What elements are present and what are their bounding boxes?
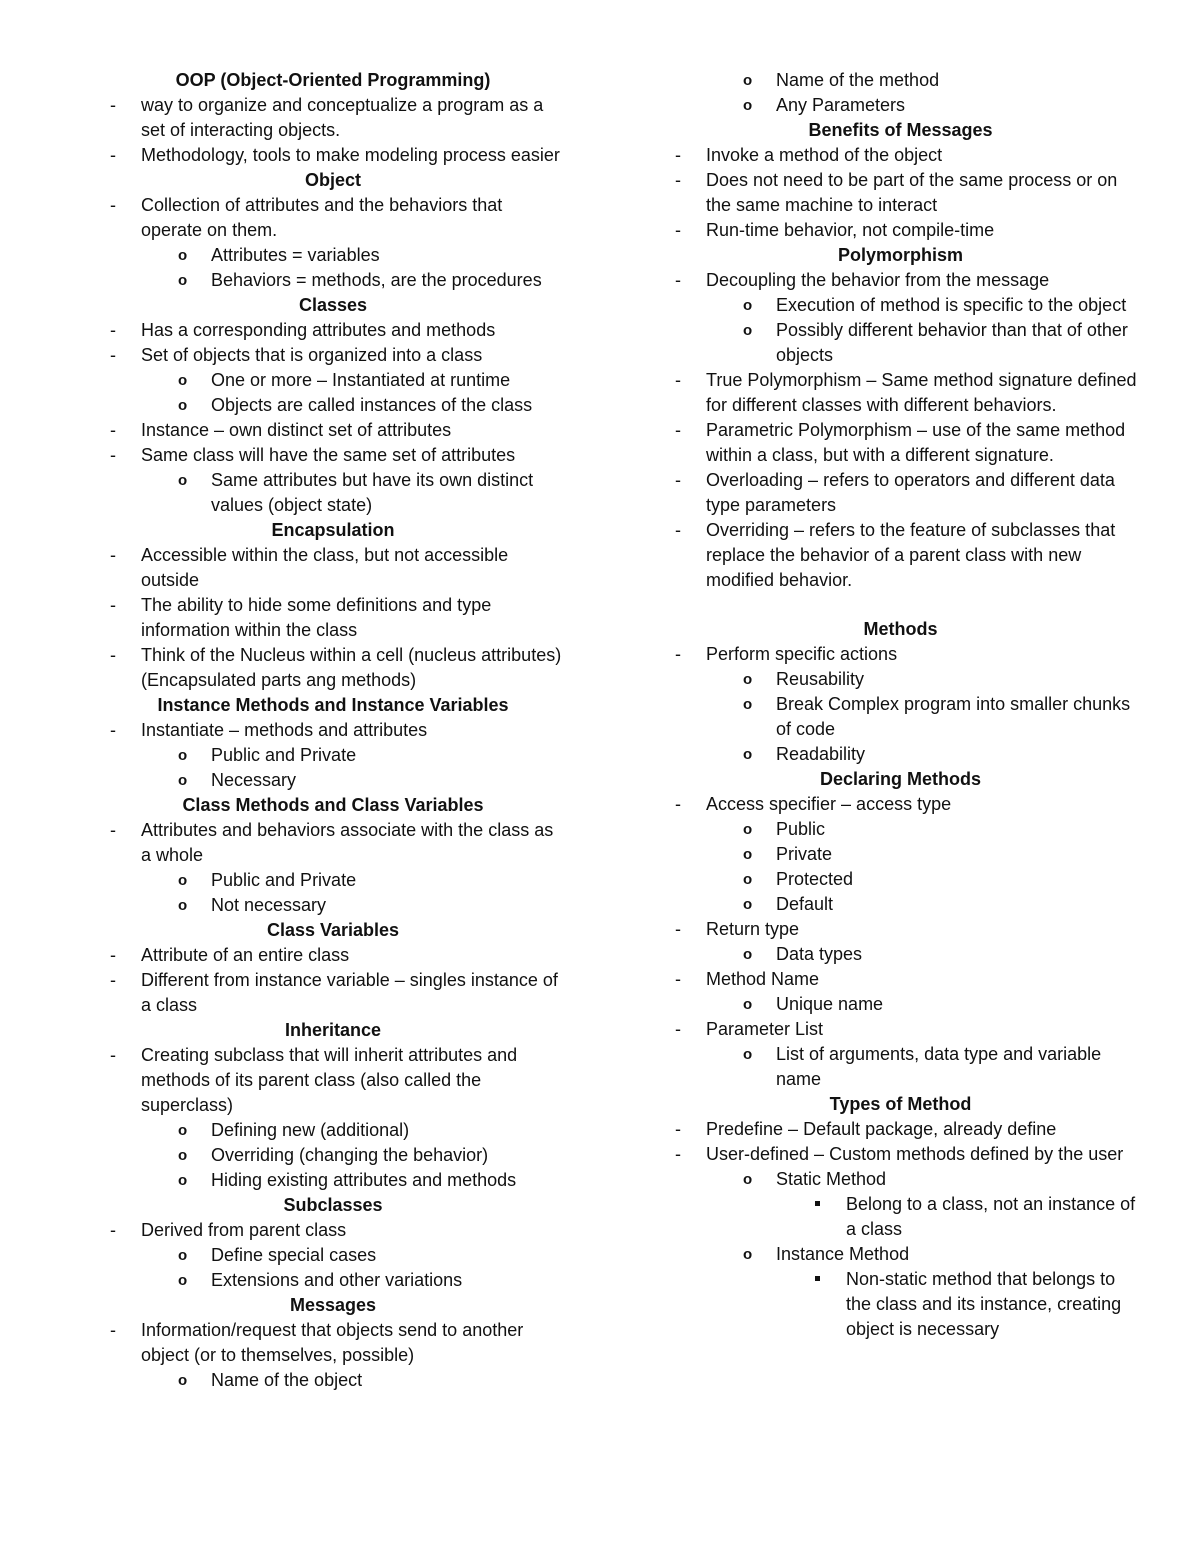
bullet-item: - Perform specific actions xyxy=(663,642,1138,667)
bullet-item: - Has a corresponding attributes and methods xyxy=(98,318,568,343)
bullet-item: - Accessible within the class, but not accessible outside xyxy=(98,543,568,593)
sub-bullet-item: o Instance Method xyxy=(663,1242,1138,1267)
bullet-item: - Predefine – Default package, already define xyxy=(663,1117,1138,1142)
spacer xyxy=(663,593,1138,617)
sub-bullet-item: o One or more – Instantiated at runtime xyxy=(98,368,568,393)
section-heading-methods: Methods xyxy=(863,619,938,639)
section-heading-subclasses: Subclasses xyxy=(283,1195,383,1215)
sub-bullet-item: o Necessary xyxy=(98,768,568,793)
section-heading-benefits-of-messages: Benefits of Messages xyxy=(808,120,993,140)
sub-bullet-item: o Name of the method xyxy=(663,68,1138,93)
sub-bullet-item: o Break Complex program into smaller chunks of code xyxy=(663,692,1138,742)
sub-bullet-item: o Reusability xyxy=(663,667,1138,692)
left-column xyxy=(98,68,568,1393)
bullet-item: - Instance – own distinct set of attributes xyxy=(98,418,568,443)
section-heading-class-methods-and-class-variables: Class Methods and Class Variables xyxy=(182,795,484,815)
sub-bullet-item: o Any Parameters xyxy=(663,93,1138,118)
bullet-item: - Same class will have the same set of attributes xyxy=(98,443,568,468)
bullet-item: - Creating subclass that will inherit attributes and methods of its parent class (also called the superclass) xyxy=(98,1043,568,1118)
sub-bullet-item: o Not necessary xyxy=(98,893,568,918)
bullet-item: - Parametric Polymorphism – use of the same method within a class, but with a different signature. xyxy=(663,418,1138,468)
section-heading-class-variables: Class Variables xyxy=(266,920,400,940)
sub-bullet-item: o Public and Private xyxy=(98,743,568,768)
bullet-item: - Think of the Nucleus within a cell (nucleus attributes) (Encapsulated parts ang methods) xyxy=(98,643,568,693)
bullet-item: - Invoke a method of the object xyxy=(663,143,1138,168)
sub-bullet-item: o Attributes = variables xyxy=(98,243,568,268)
section-heading-declaring-methods: Declaring Methods xyxy=(819,769,982,789)
bullet-item: - Information/request that objects send to another object (or to themselves, possible) xyxy=(98,1318,568,1368)
bullet-item: - Parameter List xyxy=(663,1017,1138,1042)
sub-bullet-item: o Extensions and other variations xyxy=(98,1268,568,1293)
sub-bullet-item: o Possibly different behavior than that of other objects xyxy=(663,318,1138,368)
sub-bullet-item: o List of arguments, data type and variable name xyxy=(663,1042,1138,1092)
sub-bullet-item: o Same attributes but have its own distinct values (object state) xyxy=(98,468,568,518)
section-heading-classes: Classes xyxy=(298,295,368,315)
sub-bullet-item: o Public xyxy=(663,817,1138,842)
bullet-item: - Derived from parent class xyxy=(98,1218,568,1243)
sub-bullet-item: o Private xyxy=(663,842,1138,867)
sub-bullet-item: o Overriding (changing the behavior) xyxy=(98,1143,568,1168)
section-heading-inheritance: Inheritance xyxy=(284,1020,382,1040)
bullet-item: - Decoupling the behavior from the message xyxy=(663,268,1138,293)
bullet-item: - Collection of attributes and the behaviors that operate on them. xyxy=(98,193,568,243)
sub-bullet-item: o Default xyxy=(663,892,1138,917)
bullet-item: - Method Name xyxy=(663,967,1138,992)
sub-bullet-item: o Execution of method is specific to the object xyxy=(663,293,1138,318)
bullet-item: - Access specifier – access type xyxy=(663,792,1138,817)
bullet-item: - Set of objects that is organized into a class xyxy=(98,343,568,368)
section-heading-encapsulation: Encapsulation xyxy=(271,520,395,540)
bullet-item: - Different from instance variable – singles instance of a class xyxy=(98,968,568,1018)
sub-bullet-item: o Unique name xyxy=(663,992,1138,1017)
section-heading-object: Object xyxy=(304,170,361,190)
right-column xyxy=(663,68,1138,1342)
bullet-item: - Methodology, tools to make modeling process easier xyxy=(98,143,568,168)
bullet-item: - Does not need to be part of the same process or on the same machine to interact xyxy=(663,168,1138,218)
bullet-item: - Overloading – refers to operators and different data type parameters xyxy=(663,468,1138,518)
bullet-item: - Overriding – refers to the feature of subclasses that replace the behavior of a parent class with new modified behavior. xyxy=(663,518,1138,593)
bullet-item: - Attributes and behaviors associate with the class as a whole xyxy=(98,818,568,868)
sub-bullet-item: o Protected xyxy=(663,867,1138,892)
sub-bullet-item: o Objects are called instances of the class xyxy=(98,393,568,418)
sub-bullet-item: o Define special cases xyxy=(98,1243,568,1268)
bullet-item: - True Polymorphism – Same method signature defined for different classes with different behaviors. xyxy=(663,368,1138,418)
sub-sub-bullet-item: Non-static method that belongs to the class and its instance, creating object is necessary xyxy=(663,1267,1138,1342)
sub-bullet-item: o Static Method xyxy=(663,1167,1138,1192)
bullet-item: - Return type xyxy=(663,917,1138,942)
sub-bullet-item: o Defining new (additional) xyxy=(98,1118,568,1143)
bullet-item: - Attribute of an entire class xyxy=(98,943,568,968)
section-heading-polymorphism: Polymorphism xyxy=(837,245,964,265)
sub-bullet-item: o Name of the object xyxy=(98,1368,568,1393)
sub-bullet-item: o Public and Private xyxy=(98,868,568,893)
sub-sub-bullet-item: Belong to a class, not an instance of a class xyxy=(663,1192,1138,1242)
section-heading-messages: Messages xyxy=(289,1295,377,1315)
bullet-item: - Run-time behavior, not compile-time xyxy=(663,218,1138,243)
sub-bullet-item: o Readability xyxy=(663,742,1138,767)
sub-bullet-item: o Hiding existing attributes and methods xyxy=(98,1168,568,1193)
sub-bullet-item: o Behaviors = methods, are the procedures xyxy=(98,268,568,293)
sub-bullet-item: o Data types xyxy=(663,942,1138,967)
section-heading-instance-methods-and-instance-variables: Instance Methods and Instance Variables xyxy=(157,695,509,715)
section-heading-oop-object-oriented-programming: OOP (Object-Oriented Programming) xyxy=(175,70,491,90)
bullet-item: - way to organize and conceptualize a program as a set of interacting objects. xyxy=(98,93,568,143)
bullet-item: - Instantiate – methods and attributes xyxy=(98,718,568,743)
section-heading-types-of-method: Types of Method xyxy=(829,1094,972,1114)
bullet-item: - The ability to hide some definitions and type information within the class xyxy=(98,593,568,643)
bullet-item: - User-defined – Custom methods defined by the user xyxy=(663,1142,1138,1167)
